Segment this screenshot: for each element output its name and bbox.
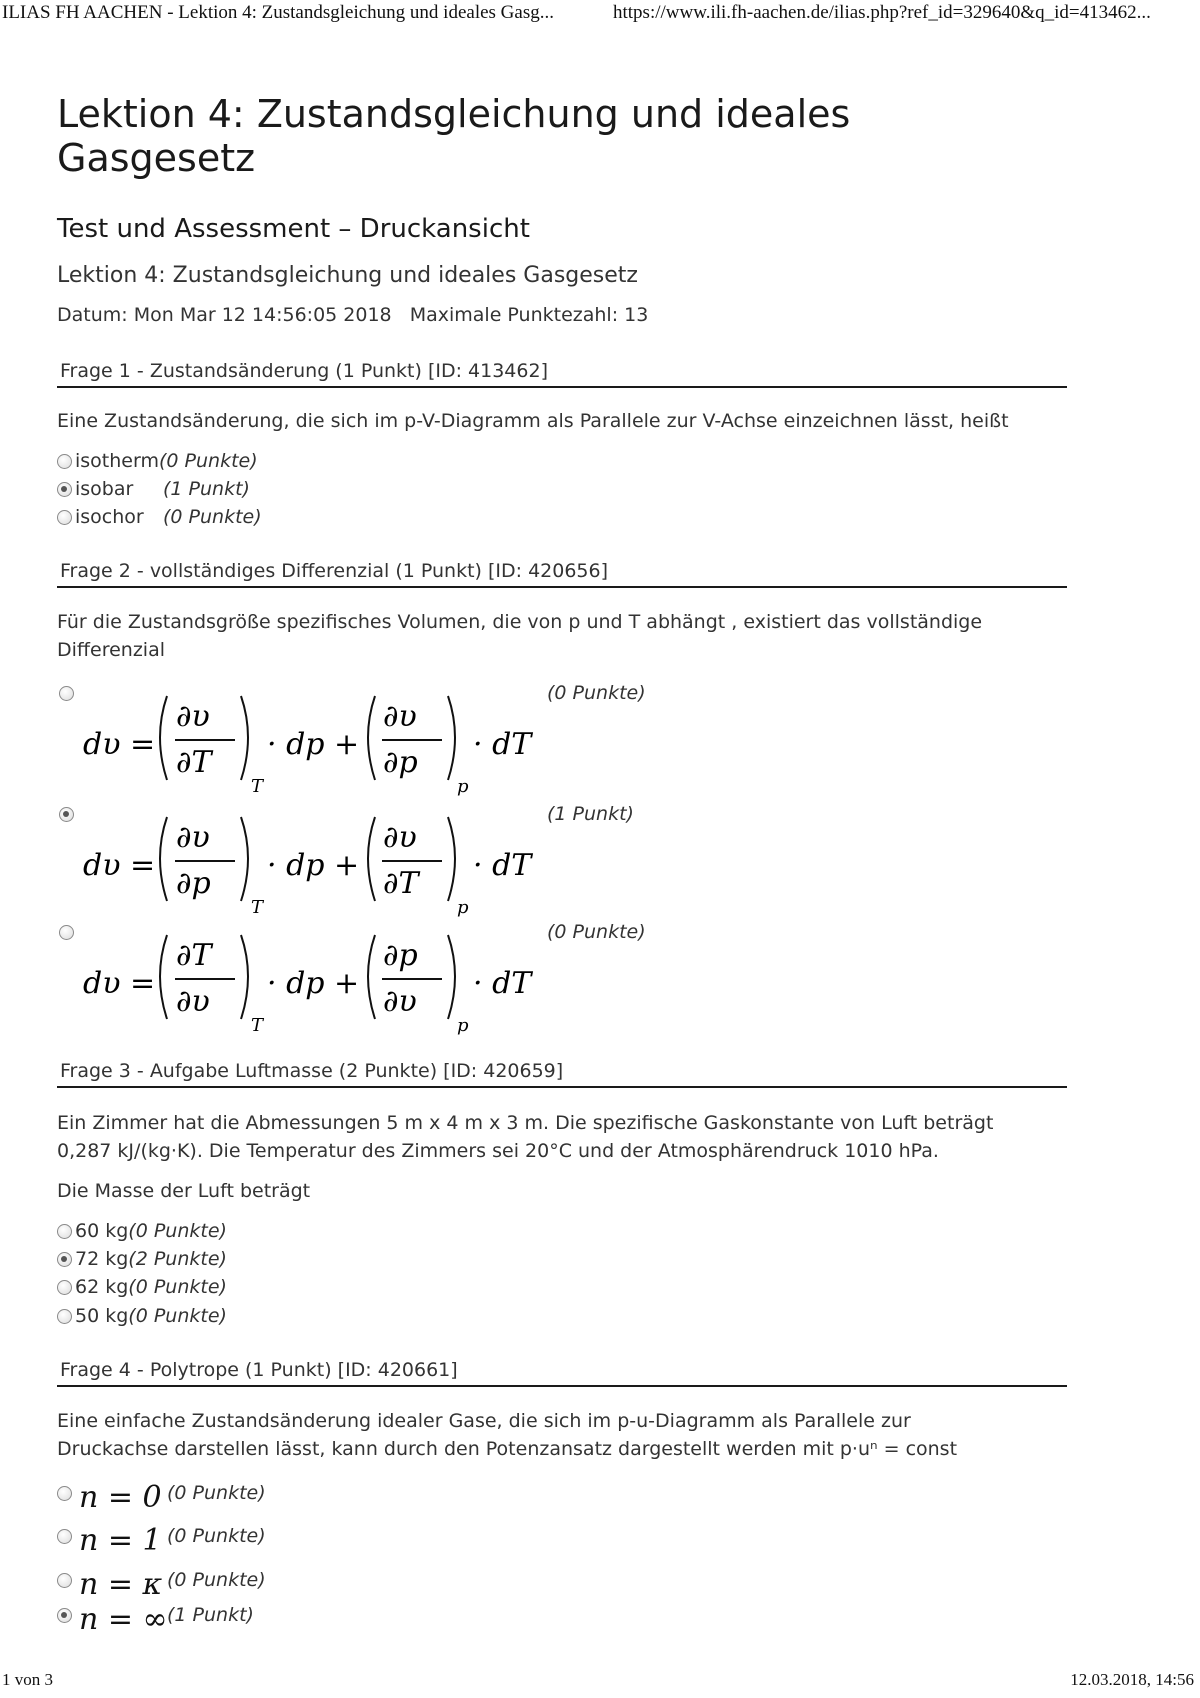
- formula-image: [79, 921, 549, 1039]
- answer-option[interactable]: [57, 1246, 227, 1272]
- radio-button-checked-icon[interactable]: [57, 482, 72, 497]
- subscript: T: [251, 897, 264, 918]
- test-date: Datum: Mon Mar 12 14:56:05 2018: [57, 304, 392, 326]
- subscript: p: [457, 776, 469, 797]
- formula-lhs: dυ =: [83, 848, 156, 883]
- formula-mid: · dp +: [267, 966, 360, 1001]
- subscript: T: [251, 1015, 264, 1036]
- formula-option[interactable]: [57, 803, 777, 923]
- page-number: 1 von 3: [2, 1670, 53, 1689]
- paren-right: [448, 696, 455, 780]
- page-title: Lektion 4: Zustandsgleichung und ideales Gasgesetz: [57, 92, 851, 180]
- paren-right: [448, 817, 455, 901]
- question-4-text-line1: Eine einfache Zustandsänderung idealer Gase, die sich im p-u-Diagramm als Parallele zur: [57, 1410, 911, 1432]
- radio-button-icon[interactable]: [57, 1280, 72, 1295]
- radio-button-icon[interactable]: [57, 1224, 72, 1239]
- radio-button-icon[interactable]: [59, 925, 74, 940]
- question-1-header: Frage 1 - Zustandsänderung (1 Punkt) [ID: 413462]: [57, 358, 1067, 388]
- browser-url[interactable]: https://www.ili.fh-aachen.de/ilias.php?ref_id=329640&q_id=413462...: [613, 2, 1151, 23]
- browser-title: ILIAS FH AACHEN - Lektion 4: Zustandsgleichung und ideales Gasg...: [2, 2, 554, 23]
- numerator: ∂υ: [176, 820, 210, 855]
- formula-mid: · dp +: [267, 848, 360, 883]
- paren-left: [160, 817, 167, 901]
- radio-button-icon[interactable]: [57, 1309, 72, 1324]
- subscript: p: [457, 1015, 469, 1036]
- question-1-text: Eine Zustandsänderung, die sich im p-V-Diagramm als Parallele zur V-Achse einzeichnen lässt, heißt: [57, 410, 1009, 432]
- formula-lhs: dυ =: [83, 966, 156, 1001]
- denominator: ∂p: [383, 745, 418, 780]
- formula-end: · dT: [473, 727, 532, 762]
- formula-label: n = κ: [79, 1567, 163, 1602]
- subscript: T: [251, 776, 264, 797]
- answer-label: isochor: [75, 506, 144, 528]
- paren-left: [160, 696, 167, 780]
- denominator: ∂T: [176, 745, 212, 780]
- question-3-text-line2: 0,287 kJ/(kg·K). Die Temperatur des Zimmers sei 20°C und der Atmosphärendruck 1010 hPa.: [57, 1140, 939, 1162]
- radio-button-icon[interactable]: [57, 1573, 72, 1588]
- answer-label: 60 kg: [75, 1220, 129, 1242]
- numerator: ∂υ: [383, 699, 417, 734]
- question-3-prompt: Die Masse der Luft beträgt: [57, 1180, 311, 1202]
- paren-left: [368, 696, 375, 780]
- answer-points: (1 Punkt): [547, 803, 634, 825]
- max-points: Maximale Punktezahl: 13: [409, 304, 649, 326]
- answer-label: 50 kg: [75, 1305, 129, 1327]
- formula-image: [79, 803, 549, 921]
- print-datetime: 12.03.2018, 14:56: [1070, 1670, 1194, 1689]
- answer-points: (0 Punkte): [128, 1305, 227, 1327]
- question-4-header: Frage 4 - Polytrope (1 Punkt) [ID: 420661]: [57, 1357, 1067, 1387]
- answer-points: (0 Punkte): [128, 1220, 227, 1242]
- paren-right: [241, 817, 248, 901]
- answer-points: (0 Punkte): [167, 1482, 266, 1504]
- radio-button-icon[interactable]: [57, 454, 72, 469]
- denominator: ∂T: [383, 866, 419, 901]
- answer-points: (0 Punkte): [547, 682, 646, 704]
- formula-label: n = ∞: [79, 1602, 168, 1637]
- answer-option[interactable]: [57, 1523, 266, 1559]
- question-3-text-line1: Ein Zimmer hat die Abmessungen 5 m x 4 m x 3 m. Die spezifische Gaskonstante von Luft beträgt: [57, 1112, 994, 1134]
- numerator: ∂p: [383, 938, 418, 973]
- answer-option[interactable]: [57, 1602, 254, 1638]
- answer-label: 72 kg: [75, 1248, 129, 1270]
- print-header: [0, 2, 1200, 32]
- radio-button-checked-icon[interactable]: [59, 807, 74, 822]
- radio-button-icon[interactable]: [59, 686, 74, 701]
- formula-lhs: dυ =: [83, 727, 156, 762]
- numerator: ∂υ: [176, 699, 210, 734]
- question-4-text-line2: Druckachse darstellen lässt, kann durch den Potenzansatz dargestellt werden mit p·uⁿ = const: [57, 1438, 958, 1460]
- test-meta: [57, 304, 648, 326]
- numerator: ∂T: [176, 938, 212, 973]
- denominator: ∂p: [176, 866, 211, 901]
- answer-points: (0 Punkte): [158, 450, 258, 472]
- radio-button-checked-icon[interactable]: [57, 1608, 72, 1623]
- answer-points: (1 Punkt): [167, 1604, 254, 1626]
- formula-end: · dT: [473, 966, 532, 1001]
- paren-left: [160, 935, 167, 1019]
- answer-option[interactable]: [57, 1218, 227, 1244]
- question-3-header: Frage 3 - Aufgabe Luftmasse (2 Punkte) [ID: 420659]: [57, 1058, 1067, 1088]
- radio-button-checked-icon[interactable]: [57, 1252, 72, 1267]
- answer-points: (0 Punkte): [163, 506, 262, 528]
- answer-option[interactable]: [57, 1274, 227, 1300]
- page-subtitle: Test und Assessment – Druckansicht: [57, 214, 530, 244]
- formula-label: n = 1: [79, 1523, 162, 1558]
- formula-option[interactable]: [57, 921, 777, 1041]
- answer-points: (1 Punkt): [163, 478, 250, 500]
- answer-option[interactable]: [57, 1303, 227, 1329]
- formula-end: · dT: [473, 848, 532, 883]
- answer-option[interactable]: [57, 476, 250, 502]
- question-2-header: Frage 2 - vollständiges Differenzial (1 Punkt) [ID: 420656]: [57, 558, 1067, 588]
- numerator: ∂υ: [383, 820, 417, 855]
- paren-left: [368, 817, 375, 901]
- paren-right: [241, 696, 248, 780]
- answer-option[interactable]: [57, 448, 258, 474]
- answer-option[interactable]: [57, 1567, 266, 1603]
- paren-left: [368, 935, 375, 1019]
- formula-label: n = 0: [79, 1480, 162, 1515]
- answer-points: (2 Punkte): [128, 1248, 227, 1270]
- answer-option[interactable]: [57, 504, 262, 530]
- answer-option[interactable]: [57, 1480, 266, 1516]
- denominator: ∂υ: [176, 984, 210, 1019]
- answer-label: 62 kg: [75, 1276, 129, 1298]
- radio-button-icon[interactable]: [57, 1529, 72, 1544]
- formula-mid: · dp +: [267, 727, 360, 762]
- radio-button-icon[interactable]: [57, 510, 72, 525]
- paren-right: [448, 935, 455, 1019]
- subscript: p: [457, 897, 469, 918]
- answer-points: (0 Punkte): [547, 921, 646, 943]
- formula-image: [79, 682, 549, 800]
- answer-points: (0 Punkte): [128, 1276, 227, 1298]
- radio-button-icon[interactable]: [57, 1486, 72, 1501]
- answer-points: (0 Punkte): [167, 1525, 266, 1547]
- paren-right: [241, 935, 248, 1019]
- answer-points: (0 Punkte): [167, 1569, 266, 1591]
- formula-option[interactable]: [57, 682, 777, 802]
- denominator: ∂υ: [383, 984, 417, 1019]
- test-name: Lektion 4: Zustandsgleichung und ideales Gasgesetz: [57, 263, 638, 288]
- answer-label: isobar: [75, 478, 134, 500]
- answer-label: isotherm: [75, 450, 159, 472]
- question-2-text: Für die Zustandsgröße spezifisches Volumen, die von p und T abhängt , existiert das vollständige Differenzial: [57, 611, 983, 661]
